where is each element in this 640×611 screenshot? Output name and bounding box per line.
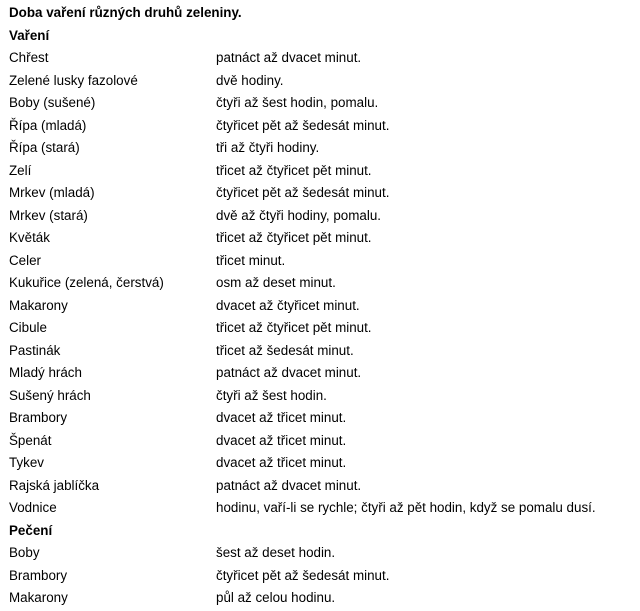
table-row: [9, 430, 637, 453]
cooking-times-table-boiling: [9, 47, 637, 520]
table-row: [9, 47, 637, 70]
table-row: [9, 587, 637, 610]
cooking-time: hodinu, vaří-li se rychle; čtyři až pět hodin, když se pomalu dusí.: [216, 500, 596, 515]
cooking-time: třicet minut.: [216, 252, 286, 268]
cooking-time: dvacet až třicet minut.: [216, 410, 347, 425]
vegetable-name: Květák: [9, 230, 50, 245]
cooking-time: patnáct až dvacet minut.: [216, 477, 362, 493]
cooking-time: šest až deset hodin.: [216, 545, 336, 560]
table-row: [9, 407, 637, 430]
vegetable-name: Zelí: [9, 162, 32, 178]
vegetable-name: Tykev: [9, 455, 44, 470]
table-row: [9, 115, 637, 138]
vegetable-name: Řípa (mladá): [9, 117, 87, 133]
vegetable-name: Cibule: [9, 320, 47, 335]
vegetable-name: Makarony: [9, 297, 68, 313]
cooking-time: patnáct až dvacet minut.: [216, 365, 362, 380]
cooking-time: dvě až čtyři hodiny, pomalu.: [216, 207, 381, 223]
section-heading-baking: Pečení: [9, 522, 53, 538]
section-baking: [9, 520, 637, 610]
document: [9, 2, 637, 610]
vegetable-name: Makarony: [9, 590, 68, 605]
table-row: [9, 205, 637, 228]
section-boiling: [9, 25, 637, 520]
vegetable-name: Boby: [9, 545, 40, 560]
table-row: [9, 227, 637, 250]
cooking-time: čtyřicet pět až šedesát minut.: [216, 117, 390, 133]
cooking-time: čtyřicet pět až šedesát minut.: [216, 185, 390, 200]
cooking-times-table-baking: [9, 542, 637, 610]
table-row: [9, 452, 637, 475]
vegetable-name: Boby (sušené): [9, 95, 96, 110]
vegetable-name: Řípa (stará): [9, 140, 80, 155]
document-title: Doba vaření různých druhů zeleniny.: [9, 5, 242, 20]
table-row: [9, 137, 637, 160]
cooking-time: třicet až čtyřicet pět minut.: [216, 230, 372, 245]
table-row: [9, 497, 637, 520]
table-row: [9, 250, 637, 273]
table-row: [9, 475, 637, 498]
vegetable-name: Mrkev (stará): [9, 207, 88, 223]
cooking-time: čtyři až šest hodin.: [216, 387, 327, 403]
table-row: [9, 565, 637, 588]
table-row: [9, 92, 637, 115]
vegetable-name: Mladý hrách: [9, 365, 82, 380]
table-row: [9, 362, 637, 385]
cooking-time: dvě hodiny.: [216, 72, 284, 88]
table-row: [9, 160, 637, 183]
vegetable-name: Kukuřice (zelená, čerstvá): [9, 275, 164, 290]
cooking-time: třicet až šedesát minut.: [216, 342, 354, 358]
cooking-time: dvacet až třicet minut.: [216, 455, 347, 470]
table-row: [9, 70, 637, 93]
cooking-time: osm až deset minut.: [216, 275, 336, 290]
cooking-time: čtyřicet pět až šedesát minut.: [216, 567, 390, 583]
table-row: [9, 295, 637, 318]
cooking-time: tři až čtyři hodiny.: [216, 140, 320, 155]
vegetable-name: Sušený hrách: [9, 387, 91, 403]
table-row: [9, 340, 637, 363]
cooking-time: třicet až čtyřicet pět minut.: [216, 162, 372, 178]
vegetable-name: Chřest: [9, 50, 49, 65]
vegetable-name: Brambory: [9, 567, 68, 583]
vegetable-name: Rajská jablíčka: [9, 477, 100, 493]
vegetable-name: Mrkev (mladá): [9, 185, 95, 200]
cooking-time: půl až celou hodinu.: [216, 590, 336, 605]
table-row: [9, 542, 637, 565]
cooking-time: dvacet až třicet minut.: [216, 432, 347, 448]
table-row: [9, 182, 637, 205]
vegetable-name: Celer: [9, 252, 41, 268]
vegetable-name: Vodnice: [9, 500, 57, 515]
table-row: [9, 317, 637, 340]
vegetable-name: Brambory: [9, 410, 68, 425]
table-row: [9, 272, 637, 295]
vegetable-name: Zelené lusky fazolové: [9, 72, 138, 88]
cooking-time: čtyři až šest hodin, pomalu.: [216, 95, 379, 110]
cooking-time: dvacet až čtyřicet minut.: [216, 297, 360, 313]
vegetable-name: Špenát: [9, 432, 52, 448]
vegetable-name: Pastinák: [9, 342, 61, 358]
cooking-time: třicet až čtyřicet pět minut.: [216, 320, 372, 335]
table-row: [9, 385, 637, 408]
section-heading-boiling: Vaření: [9, 27, 50, 43]
cooking-time: patnáct až dvacet minut.: [216, 50, 362, 65]
